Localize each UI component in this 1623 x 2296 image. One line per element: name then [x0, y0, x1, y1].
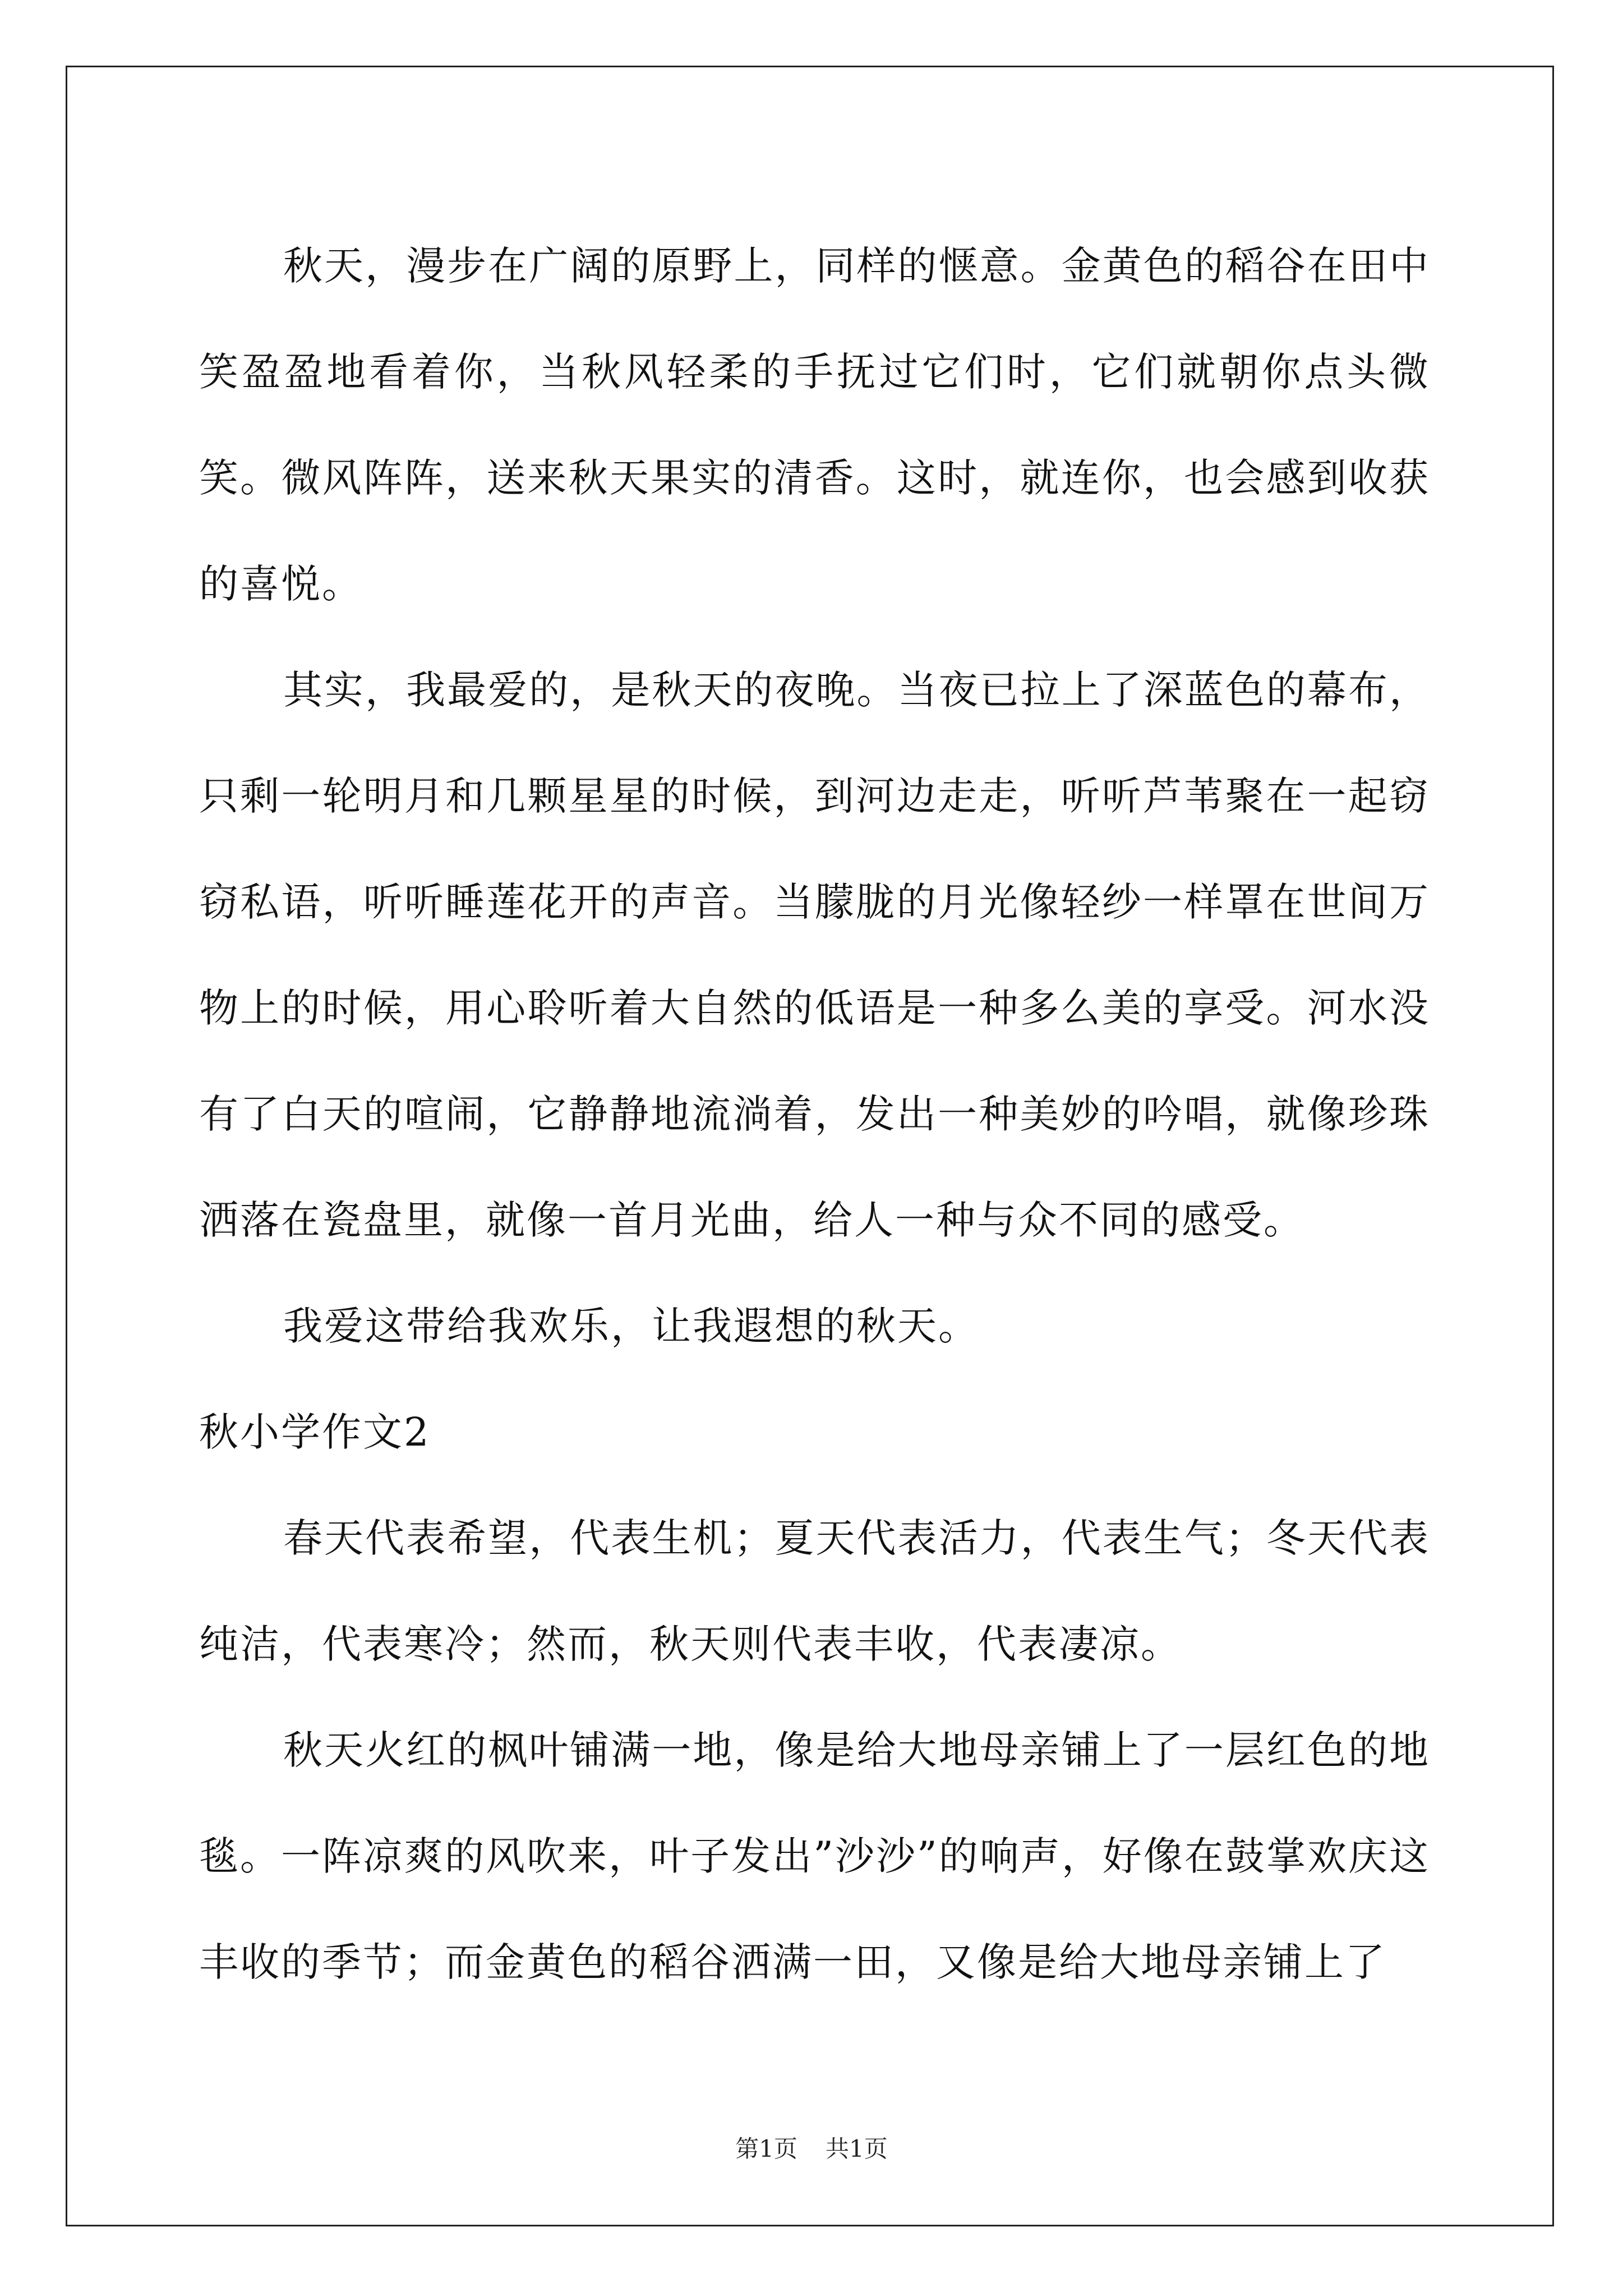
document-body: [199, 213, 1430, 2016]
paragraph-4: 春天代表希望，代表生机；夏天代表活力，代表生气；冬天代表纯洁，代表寒冷；然而，秋天则代表丰收，代表凄凉。: [199, 1515, 1430, 1667]
section-heading: 秋小学作文2: [199, 1409, 431, 1455]
page-total: 共1页: [826, 2135, 888, 2162]
page-footer: [0, 2131, 1623, 2164]
page-number: 第1页: [735, 2135, 797, 2162]
paragraph-5: 秋天火红的枫叶铺满一地，像是给大地母亲铺上了一层红色的地毯。一阵凉爽的风吹来，叶子发出”沙沙”的响声，好像在鼓掌欢庆这丰收的季节；而金黄色的稻谷洒满一田，又像是给大地母亲铺上了: [199, 1727, 1430, 1985]
paragraph-3: 我爱这带给我欢乐，让我遐想的秋天。: [283, 1303, 979, 1349]
paragraph-1: 秋天，漫步在广阔的原野上，同样的惬意。金黄色的稻谷在田中笑盈盈地看着你，当秋风轻柔的手抚过它们时，它们就朝你点头微笑。微风阵阵，送来秋天果实的清香。这时，就连你，也会感到收获的喜悦。: [199, 243, 1430, 607]
paragraph-2: 其实，我最爱的，是秋天的夜晚。当夜已拉上了深蓝色的幕布，只剩一轮明月和几颗星星的时候，到河边走走，听听芦苇聚在一起窃窃私语，听听睡莲花开的声音。当朦胧的月光像轻纱一样罩在世间万物上的时候，用心聆听着大自然的低语是一种多么美的享受。河水没有了白天的喧闹，它静静地流淌着，发出一种美妙的吟唱，就像珍珠洒落在瓷盘里，就像一首月光曲，给人一种与众不同的感受。: [199, 667, 1430, 1243]
